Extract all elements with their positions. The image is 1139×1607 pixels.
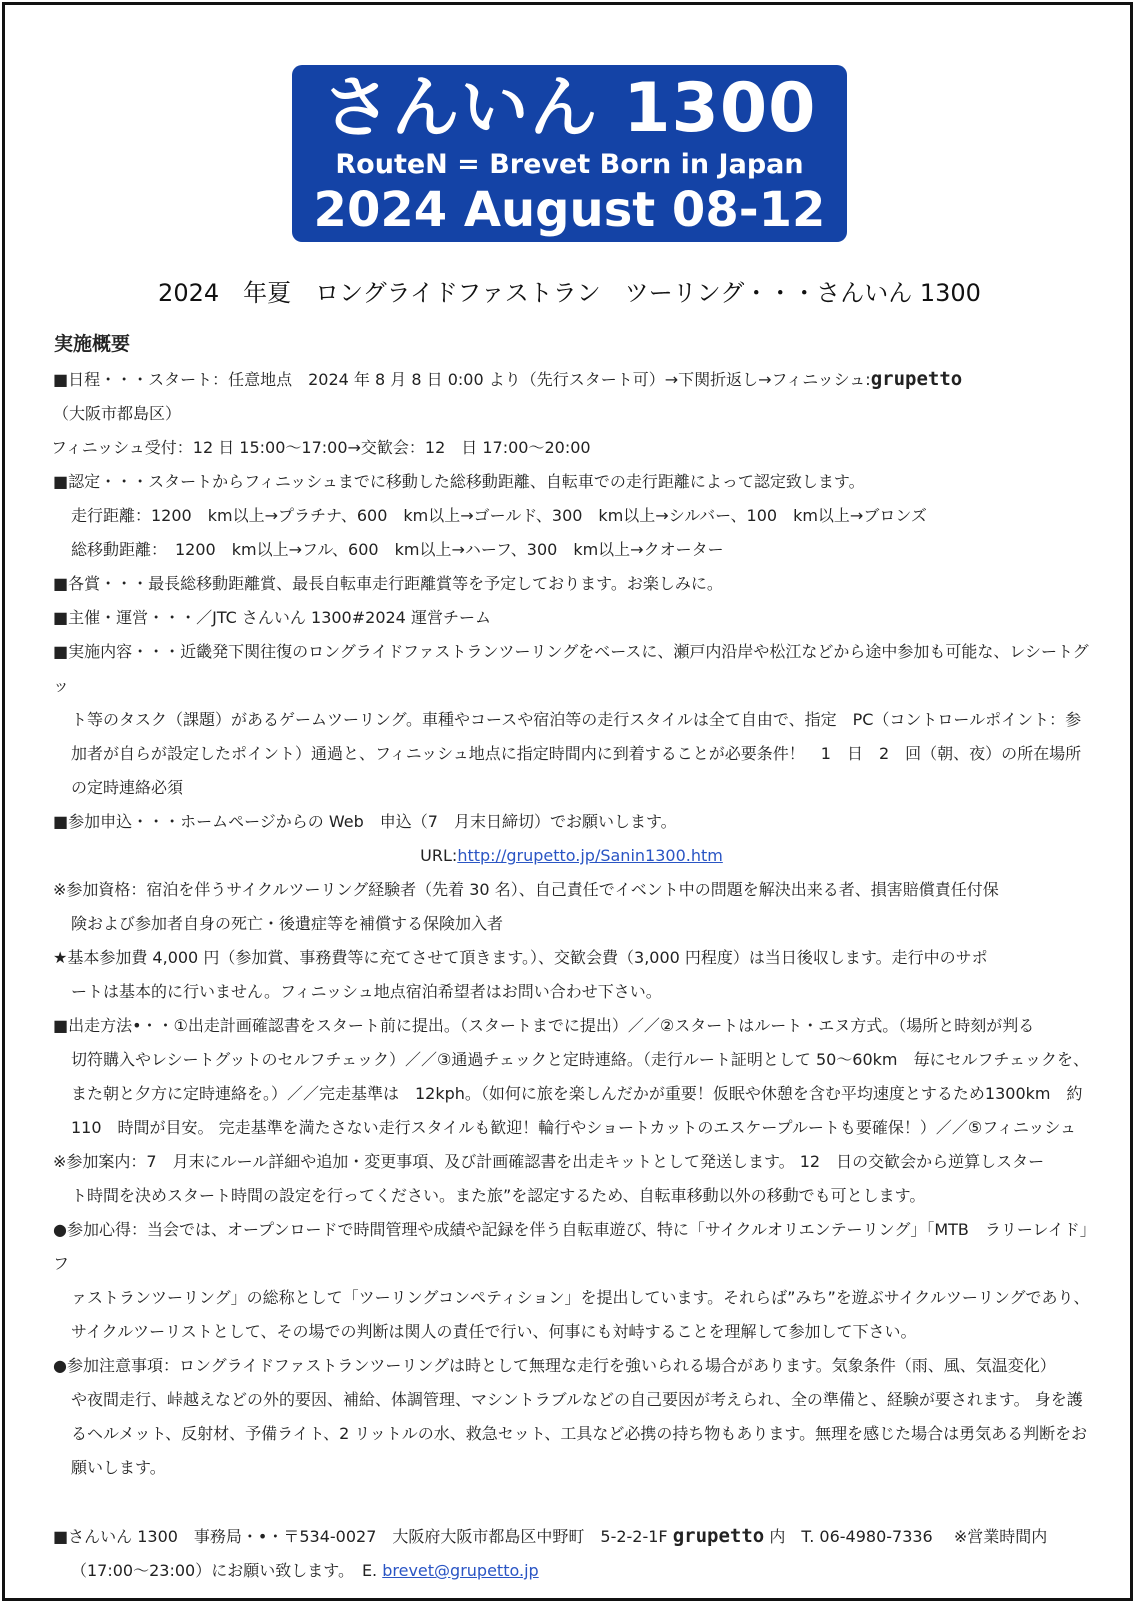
riding-distance-line: 走行距離：1200 km以上→プラチナ、600 km以上→ゴールド、300 km以上→シルバー、100 km以上→ブロンズ (71, 506, 927, 525)
caution-rest: や夜間走行、峠越えなどの外的要因、補給、体調管理、マシントラブルなどの自己要因が考えられ、全の準備と、経験が要されます。 身を護るヘルメット、反射材、予備ライト、2 リットルの水、救急セット、工具など必携の持ち物もあります。無理を感じた場合は勇気ある判断をお願いします。 (71, 1390, 1088, 1477)
office-brand-name: grupetto (672, 1525, 765, 1547)
document-body (53, 326, 1090, 1588)
office-hours-line (53, 1554, 1090, 1588)
method-first: ■出走方法•・・①出走計画確認書をスタート前に提出。（スタートまでに提出）／／②スタートはルート・エヌ方式。（場所と時刻が判る (53, 1016, 1035, 1035)
content-rest: ト等のタスク（課題）があるゲームツーリング。車種やコースや宿泊等の走行スタイルは全て自由で、指定 PC（コントロールポイント：参加者が自らが設定したポイント）通過と、フィニッシュ地点に指定時間内に到着することが必要条件！ 1 日 2 回（朝、夜）の所在場所の定時連絡必須 (71, 710, 1082, 797)
mindset-rest: ァストランツーリング」の総称として「ツーリングコンペティション」を提出しています。それらば”みち”を遊ぶサイクルツーリングであり、サイクルツーリストとして、その場での判断は関人の責任で行い、何事にも対峙することを理解して参加して下さい。 (71, 1288, 1090, 1341)
awards-line: ■各賞・・・最長総移動距離賞、最長自転車走行距離賞等を予定しております。お楽しみに。 (53, 574, 723, 593)
application-url-line (53, 839, 1090, 873)
office-line (53, 1519, 1090, 1554)
brand-name: grupetto (870, 368, 963, 390)
section-heading: 実施概要 (54, 333, 131, 355)
content-first: ■実施内容・・・近畿発下関往復のロングライドファストランツーリングをベースに、瀬戸内沿岸や松江などから途中参加も可能な、レシートグッ (53, 642, 1089, 695)
guide-first: ※参加案内：7 月末にルール詳細や追加・変更事項、及び計画確認書を出走キットとして発送します。 12 日の交歓会から逆算しスター (53, 1152, 1045, 1171)
qualification-rest: 険および参加者自身の死亡・後遺症等を補償する保険加入者 (71, 914, 504, 933)
schedule-location: （大阪市都島区） (53, 404, 182, 423)
schedule-text: ■日程・・・スタート：任意地点 2024 年 8 月 8 日 0:00 より（先行スタート可）→下関折返し→フィニッシュ: (53, 370, 871, 389)
office-address: ■さんいん 1300 事務局・•・〒534-0027 大阪府大阪市都島区中野町 5-2-2‐1F (53, 1527, 668, 1546)
application-url-link[interactable]: http://grupetto.jp/Sanin1300.htm (457, 846, 723, 865)
document-title: 2024 年夏 ロングライドファストラン ツーリング・・・さんいん 1300 (158, 279, 981, 307)
caution-first: ●参加注意事項：ロングライドファストランツーリングは時として無理な走行を強いられる場合があります。気象条件（雨、風、気温変化） (53, 1356, 1056, 1375)
guide-rest: ト時間を決めスタート時間の設定を行ってください。また旅”を認定するため、自転車移動以外の移動でも可とします。 (71, 1186, 926, 1205)
mindset-first: ●参加心得：当会では、オープンロードで時間管理や成績や記録を伴う自転車遊び、特に「サイクルオリエンテーリング」「MTB ラリーレイド」フ (53, 1220, 1088, 1273)
banner-date: 2024 August 08-12 (313, 182, 826, 238)
schedule-line (53, 362, 1090, 431)
application-line: ■参加申込・・・ホームページからの Web 申込（7 月末日締切）でお願いします。 (53, 812, 677, 831)
finish-reception: フィニッシュ受付：12 日 15:00～17:00→交歓会：12 日 17:00～20:00 (51, 438, 591, 457)
method-rest: 切符購入やレシートグットのセルフチェック）／／③通過チェックと定時連絡。（走行ルート証明として 50～60km 毎にセルフチェックを、また朝と夕方に定時連絡を。）／／完走基準は 12kph。（如何に旅を楽しんだかが重要！仮眠や休憩を含む平均速度とするため1300km 約 110 時間が目安。 完走基準を満たさない走行スタイルも歓迎！輪行やショートカットのエスケープルートも要確保！）／／⑤フィニッシュ (71, 1050, 1090, 1137)
banner-subtitle: RouteN = Brevet Born in Japan (335, 149, 804, 180)
url-label: URL: (420, 846, 458, 865)
certification-line: ■認定・・・スタートからフィニッシュまでに移動した総移動距離、自転車での走行距離によって認定致します。 (53, 472, 865, 491)
event-banner (292, 65, 847, 242)
office-phone: 内 T. 06-4980-7336 ※営業時間内 (769, 1527, 1048, 1546)
qualification-first: ※参加資格：宿泊を伴うサイクルツーリング経験者（先着 30 名）、自己責任でイベント中の問題を解決出来る者、損害賠償責任付保 (53, 880, 999, 899)
fee-rest: ートは基本的に行いません。フィニッシュ地点宿泊希望者はお問い合わせ下さい。 (71, 982, 662, 1001)
banner-title: さんいん 1300 (322, 69, 817, 148)
spacer (53, 1485, 1090, 1519)
total-distance-line: 総移動距離： 1200 km以上→フル、600 km以上→ハーフ、300 km以上→クオーター (71, 540, 724, 559)
office-email-link[interactable]: brevet@grupetto.jp (382, 1561, 539, 1580)
organizer-line: ■主催・運営・・・／JTC さんいん 1300#2024 運営チーム (53, 608, 491, 627)
fee-first: ★基本参加費 4,000 円（参加賞、事務費等に充てさせて頂きます。）、交歓会費（3,000 円程度）は当日後収します。走行中のサポ (53, 948, 988, 967)
office-hours: （17:00～23:00）にお願い致します。 E. (71, 1561, 383, 1580)
